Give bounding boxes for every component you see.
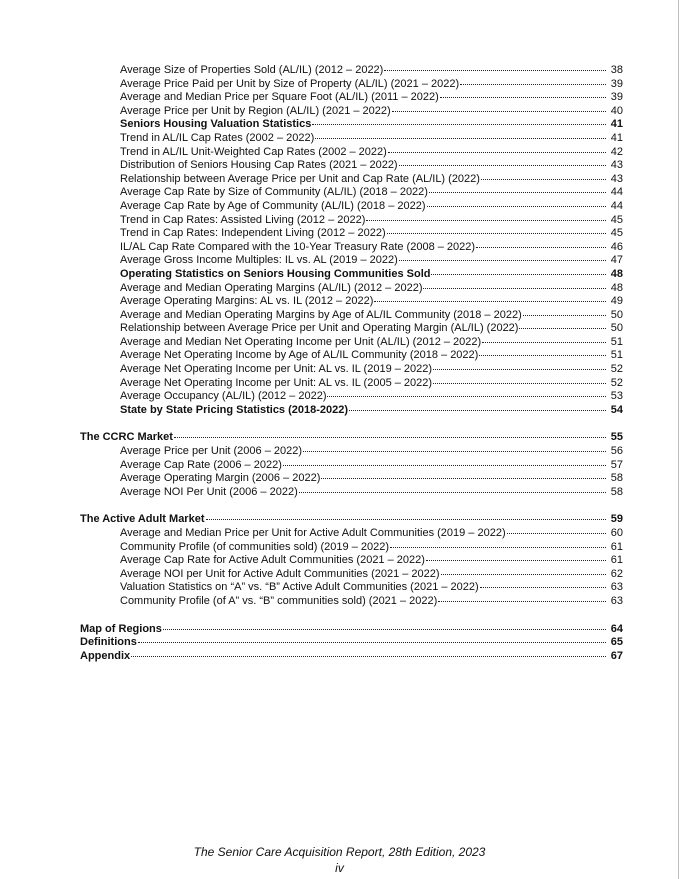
- toc-entry[interactable]: [0, 78, 623, 92]
- toc-entry-page-number: 57: [610, 458, 623, 471]
- toc-entry-title: Community Profile (of A” vs. “B” communities sold) (2021 – 2022): [120, 594, 438, 607]
- toc-entry-page-number: 52: [610, 363, 623, 376]
- toc-entry[interactable]: [0, 186, 623, 200]
- dot-leader: [174, 437, 606, 438]
- toc-entry[interactable]: [0, 159, 623, 173]
- toc-entry-page-number: 54: [610, 403, 623, 416]
- toc-entry-title: Average Operating Margins: AL vs. IL (2012 – 2022): [120, 295, 374, 308]
- toc-entry-page-number: 44: [610, 199, 623, 212]
- dot-leader: [399, 165, 606, 166]
- toc-entry[interactable]: [0, 363, 623, 377]
- dot-leader: [426, 560, 606, 561]
- dot-leader: [387, 233, 606, 234]
- toc-entry-title: Average Cap Rate by Age of Community (AL/IL) (2018 – 2022): [120, 199, 426, 212]
- dot-leader: [441, 574, 606, 575]
- toc-entry-title: Trend in Cap Rates: Independent Living (2012 – 2022): [120, 227, 386, 240]
- toc-entry-page-number: 56: [610, 445, 623, 458]
- dot-leader: [138, 642, 606, 643]
- dot-leader: [321, 478, 606, 479]
- toc-entry-title: Average Gross Income Multiples: IL vs. AL (2019 – 2022): [120, 254, 398, 267]
- section-gap: [0, 417, 679, 431]
- toc-entry[interactable]: [0, 282, 623, 296]
- toc-entry-title: Definitions: [80, 636, 137, 649]
- toc-entry-page-number: 63: [610, 581, 623, 594]
- toc-entry-page-number: 58: [610, 472, 623, 485]
- toc-entry-page-number: 58: [610, 485, 623, 498]
- toc-entry-title: Valuation Statistics on “A” vs. “B” Active Adult Communities (2021 – 2022): [120, 581, 479, 594]
- dot-leader: [303, 451, 606, 452]
- toc-entry-page-number: 43: [610, 172, 623, 185]
- toc-entry-page-number: 50: [610, 308, 623, 321]
- toc-entry[interactable]: [0, 268, 623, 282]
- toc-entry-title: Average and Median Operating Margins by Age of AL/IL Community (2018 – 2022): [120, 308, 522, 321]
- toc-entry[interactable]: [0, 390, 623, 404]
- toc-entry[interactable]: [0, 336, 623, 350]
- toc-entry-title: Average Net Operating Income per Unit: AL vs. IL (2005 – 2022): [120, 376, 433, 389]
- toc-entry-page-number: 55: [610, 431, 623, 444]
- toc-section-entry[interactable]: [0, 431, 623, 445]
- toc-entry-title: Average NOI Per Unit (2006 – 2022): [120, 485, 298, 498]
- toc-entry-title: Relationship between Average Price per Unit and Operating Margin (AL/IL) (2022): [120, 322, 519, 335]
- dot-leader: [440, 97, 606, 98]
- toc-entry-title: Average and Median Operating Margins (AL/IL) (2012 – 2022): [120, 281, 423, 294]
- toc-entry-title: Average Cap Rate for Active Adult Communities (2021 – 2022): [120, 554, 425, 567]
- toc-entry-title: Relationship between Average Price per Unit and Cap Rate (AL/IL) (2022): [120, 172, 480, 185]
- toc-entry-title: Average and Median Price per Unit for Active Adult Communities (2019 – 2022): [120, 527, 506, 539]
- toc-entry-title: Distribution of Seniors Housing Cap Rates (2021 – 2022): [120, 159, 398, 172]
- toc-entry[interactable]: [0, 146, 623, 160]
- toc-entry-page-number: 63: [610, 594, 623, 607]
- toc-entry-page-number: 39: [610, 77, 623, 90]
- toc-entry[interactable]: [0, 91, 623, 105]
- toc-entry-page-number: 40: [610, 104, 623, 117]
- toc-entry-page-number: 46: [610, 240, 623, 253]
- toc-entry-title: Average Size of Properties Sold (AL/IL) (2012 – 2022): [120, 64, 384, 76]
- toc-entry-page-number: 48: [610, 267, 623, 280]
- toc-entry-title: Average Operating Margin (2006 – 2022): [120, 472, 321, 485]
- toc-entry-title: IL/AL Cap Rate Compared with the 10-Year Treasury Rate (2008 – 2022): [120, 240, 476, 253]
- toc-entry-title: Average Net Operating Income by Age of AL/IL Community (2018 – 2022): [120, 349, 479, 362]
- toc-entry-page-number: 38: [610, 64, 623, 76]
- footer-page-number: iv: [335, 861, 344, 875]
- dot-leader: [482, 342, 606, 343]
- toc-entry-page-number: 41: [610, 118, 623, 131]
- dot-leader: [327, 396, 606, 397]
- toc-entry-title: Seniors Housing Valuation Statistics: [120, 118, 312, 131]
- dot-leader: [366, 220, 606, 221]
- toc-entry-page-number: 61: [610, 540, 623, 553]
- dot-leader: [315, 138, 606, 139]
- toc-entry-page-number: 62: [610, 567, 623, 580]
- dot-leader: [423, 288, 606, 289]
- toc-section-entry[interactable]: [0, 636, 623, 650]
- toc-entry-page-number: 42: [610, 145, 623, 158]
- toc-entry[interactable]: [0, 595, 623, 609]
- toc-entry-title: Average and Median Price per Square Foot (AL/IL) (2011 – 2022): [120, 91, 439, 104]
- toc-entry-page-number: 53: [610, 390, 623, 403]
- toc-entry-title: Community Profile (of communities sold) (2019 – 2022): [120, 540, 390, 553]
- toc-entry-page-number: 64: [610, 622, 623, 635]
- toc-entry[interactable]: [0, 459, 623, 473]
- toc-entry[interactable]: [0, 214, 623, 228]
- dot-leader: [392, 111, 606, 112]
- toc-entry-page-number: 50: [610, 322, 623, 335]
- toc-entry-page-number: 65: [610, 636, 623, 649]
- toc-entry-page-number: 47: [610, 254, 623, 267]
- toc-entry-title: Trend in AL/IL Unit-Weighted Cap Rates (2002 – 2022): [120, 145, 387, 158]
- toc-entry[interactable]: [0, 200, 623, 214]
- section-gap: [0, 609, 679, 623]
- dot-leader: [131, 656, 606, 657]
- toc-entry-title: Average and Median Net Operating Income per Unit (AL/IL) (2012 – 2022): [120, 335, 482, 348]
- toc-entry[interactable]: [0, 445, 623, 459]
- footer-report-title: The Senior Care Acquisition Report, 28th Edition, 2023: [193, 845, 486, 859]
- toc-section-entry[interactable]: [0, 650, 623, 664]
- table-of-contents: [0, 64, 679, 663]
- toc-entry-page-number: 60: [610, 527, 623, 539]
- section-gap: [0, 499, 679, 513]
- toc-entry-page-number: 44: [610, 186, 623, 199]
- dot-leader: [283, 465, 606, 466]
- toc-entry[interactable]: [0, 349, 623, 363]
- toc-entry-title: Average Price Paid per Unit by Size of Property (AL/IL) (2021 – 2022): [120, 77, 460, 90]
- toc-entry-page-number: 49: [610, 295, 623, 308]
- toc-entry[interactable]: [0, 227, 623, 241]
- toc-entry-title: The Active Adult Market: [80, 513, 205, 526]
- dot-leader: [388, 152, 606, 153]
- dot-leader: [519, 328, 606, 329]
- toc-entry[interactable]: [0, 527, 623, 541]
- dot-leader: [163, 629, 606, 630]
- dot-leader: [433, 383, 606, 384]
- toc-entry-title: Operating Statistics on Seniors Housing Communities Sold: [120, 267, 431, 280]
- toc-entry[interactable]: [0, 254, 623, 268]
- toc-entry-title: Average Net Operating Income per Unit: AL vs. IL (2019 – 2022): [120, 363, 433, 376]
- toc-entry[interactable]: [0, 132, 623, 146]
- dot-leader: [384, 70, 606, 71]
- dot-leader: [299, 492, 606, 493]
- toc-entry-page-number: 59: [610, 513, 623, 526]
- toc-entry-page-number: 45: [610, 227, 623, 240]
- toc-entry-page-number: 51: [610, 349, 623, 362]
- dot-leader: [429, 192, 606, 193]
- toc-entry-title: Average Price per Unit by Region (AL/IL) (2021 – 2022): [120, 104, 391, 117]
- toc-entry-title: Appendix: [80, 649, 131, 662]
- toc-entry-title: Trend in Cap Rates: Assisted Living (2012 – 2022): [120, 213, 366, 226]
- toc-entry[interactable]: [0, 472, 623, 486]
- dot-leader: [507, 533, 606, 534]
- toc-entry-title: Trend in AL/IL Cap Rates (2002 – 2022): [120, 131, 315, 144]
- toc-entry-page-number: 67: [610, 649, 623, 662]
- dot-leader: [399, 260, 606, 261]
- dot-leader: [312, 124, 606, 125]
- toc-entry[interactable]: [0, 568, 623, 582]
- toc-entry[interactable]: [0, 105, 623, 119]
- toc-entry-page-number: 51: [610, 335, 623, 348]
- dot-leader: [523, 315, 606, 316]
- toc-entry[interactable]: [0, 486, 623, 500]
- toc-entry-page-number: 61: [610, 554, 623, 567]
- toc-entry[interactable]: [0, 118, 623, 132]
- toc-entry-title: Map of Regions: [80, 622, 162, 635]
- toc-entry-title: Average NOI per Unit for Active Adult Communities (2021 – 2022): [120, 567, 440, 580]
- toc-entry-page-number: 41: [610, 131, 623, 144]
- toc-entry[interactable]: [0, 377, 623, 391]
- toc-section-entry[interactable]: [0, 513, 623, 527]
- toc-entry[interactable]: [0, 404, 623, 418]
- dot-leader: [438, 601, 606, 602]
- dot-leader: [479, 355, 606, 356]
- toc-entry-title: Average Cap Rate by Size of Community (AL/IL) (2018 – 2022): [120, 186, 428, 199]
- toc-entry-title: The CCRC Market: [80, 431, 173, 444]
- toc-entry-page-number: 43: [610, 159, 623, 172]
- dot-leader: [476, 247, 606, 248]
- toc-entry-page-number: 48: [610, 281, 623, 294]
- toc-entry[interactable]: [0, 173, 623, 187]
- toc-section-entry[interactable]: [0, 623, 623, 637]
- dot-leader: [206, 519, 607, 520]
- toc-entry[interactable]: [0, 554, 623, 568]
- toc-entry-title: Average Cap Rate (2006 – 2022): [120, 458, 282, 471]
- toc-entry[interactable]: [0, 64, 623, 78]
- toc-entry[interactable]: [0, 541, 623, 555]
- dot-leader: [481, 179, 606, 180]
- toc-entry-title: Average Price per Unit (2006 – 2022): [120, 445, 303, 458]
- dot-leader: [431, 274, 606, 275]
- toc-entry[interactable]: [0, 581, 623, 595]
- dot-leader: [460, 84, 606, 85]
- dot-leader: [374, 301, 606, 302]
- toc-entry-page-number: 39: [610, 91, 623, 104]
- dot-leader: [433, 369, 606, 370]
- toc-entry-page-number: 52: [610, 376, 623, 389]
- dot-leader: [349, 410, 606, 411]
- toc-entry[interactable]: [0, 322, 623, 336]
- dot-leader: [480, 587, 606, 588]
- toc-entry[interactable]: [0, 309, 623, 323]
- toc-entry-title: State by State Pricing Statistics (2018-2022): [120, 403, 349, 416]
- toc-entry[interactable]: [0, 295, 623, 309]
- toc-entry-title: Average Occupancy (AL/IL) (2012 – 2022): [120, 390, 327, 403]
- toc-entry-page-number: 45: [610, 213, 623, 226]
- dot-leader: [427, 206, 606, 207]
- dot-leader: [390, 547, 606, 548]
- toc-entry[interactable]: [0, 241, 623, 255]
